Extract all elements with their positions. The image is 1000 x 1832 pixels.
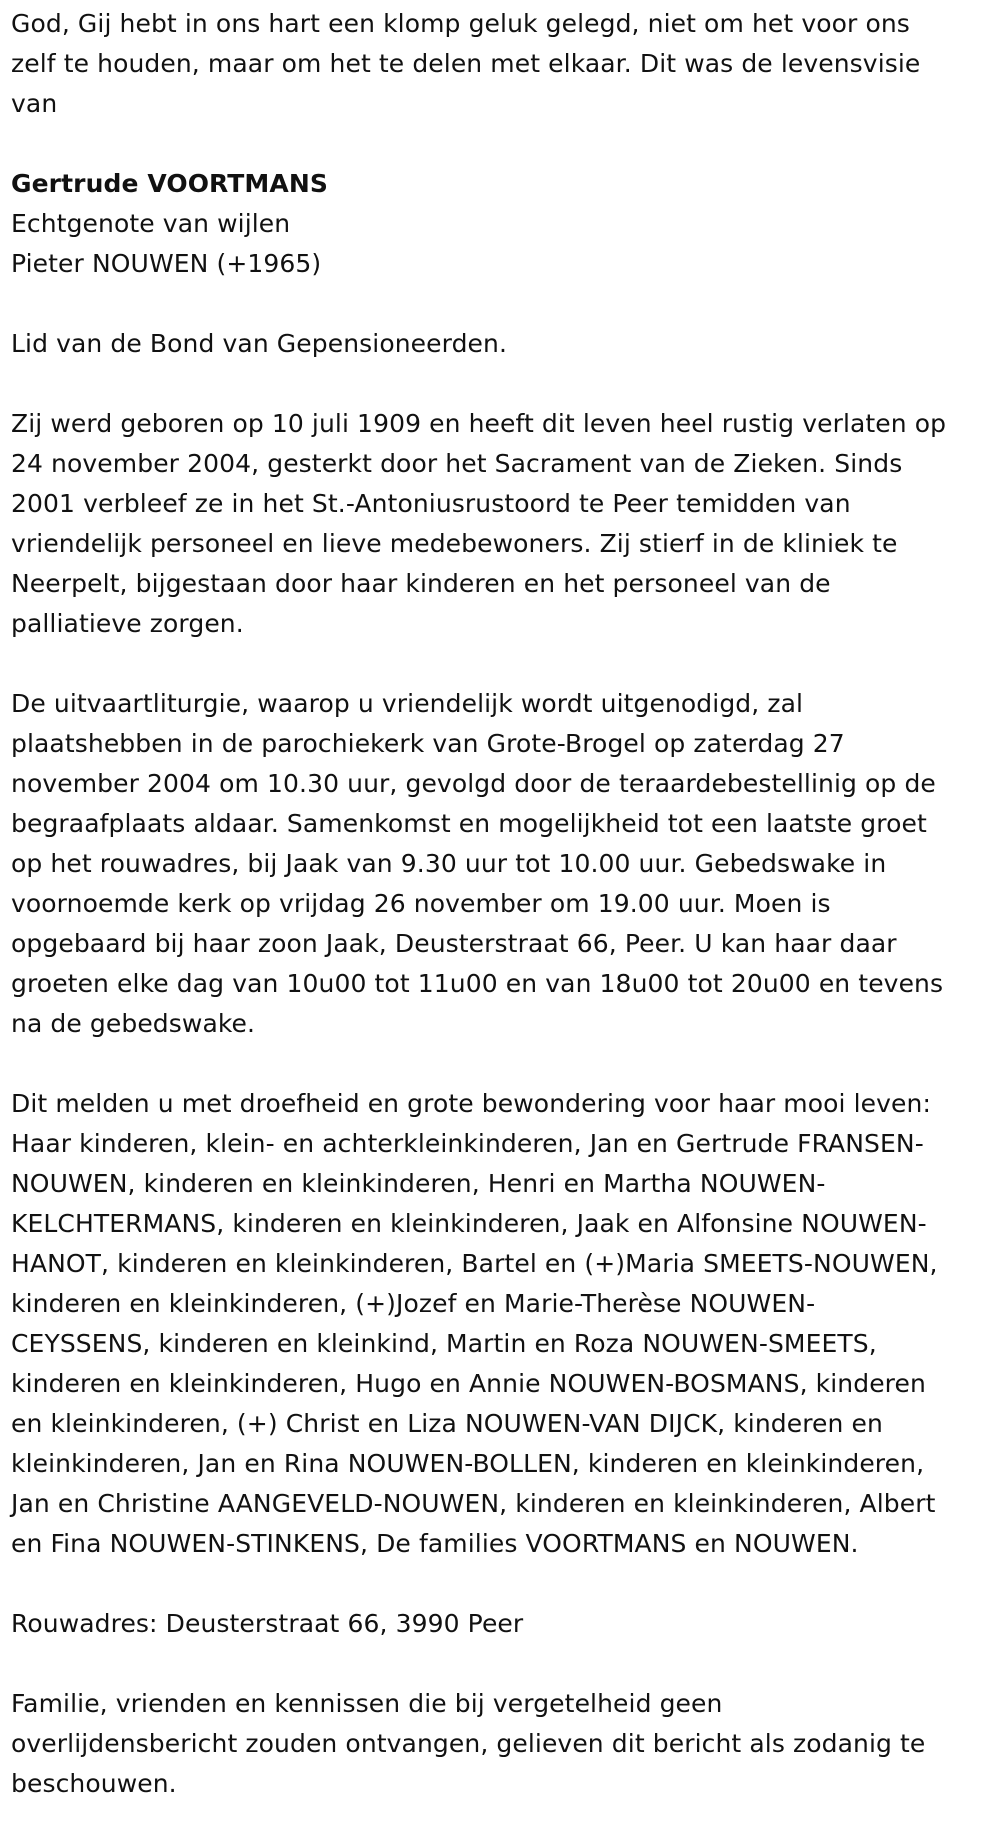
text-line: begraafplaats aldaar. Samenkomst en mogelijkheid tot een laatste groet — [11, 809, 927, 838]
biography-paragraph — [11, 404, 996, 644]
text-line: CEYSSENS, kinderen en kleinkind, Martin en Roza NOUWEN-SMEETS, — [11, 1329, 877, 1358]
spouse-label: Echtgenote van wijlen — [11, 209, 291, 238]
text-line: 2001 verbleef ze in het St.-Antoniusrustoord te Peer temidden van — [11, 489, 851, 518]
text-line: overlijdensbericht zouden ontvangen, gelieven dit bericht als zodanig te — [11, 1729, 926, 1758]
spouse-name: Pieter NOUWEN (+1965) — [11, 249, 322, 278]
text-line: en Fina NOUWEN-STINKENS, De families VOORTMANS en NOUWEN. — [11, 1529, 859, 1558]
text-line: Dit melden u met droefheid en grote bewondering voor haar mooi leven: — [11, 1089, 931, 1118]
text-line: palliatieve zorgen. — [11, 609, 244, 638]
text-line: november 2004 om 10.30 uur, gevolgd door de teraardebestellinig op de — [11, 769, 936, 798]
text-line: kleinkinderen, Jan en Rina NOUWEN-BOLLEN, kinderen en kleinkinderen, — [11, 1449, 925, 1478]
text-line: De uitvaartliturgie, waarop u vriendelijk wordt uitgenodigd, zal — [11, 689, 804, 718]
deceased-block — [11, 164, 996, 284]
text-line: zelf te houden, maar om het te delen met elkaar. Dit was de levensvisie — [11, 49, 921, 78]
text-line: Familie, vrienden en kennissen die bij vergetelheid geen — [11, 1689, 723, 1718]
text-line: kinderen en kleinkinderen, Hugo en Annie NOUWEN-BOSMANS, kinderen — [11, 1369, 926, 1398]
text-line: vriendelijk personeel en lieve medebewoners. Zij stierf in de kliniek te — [11, 529, 898, 558]
text-line: Jan en Christine AANGEVELD-NOUWEN, kinderen en kleinkinderen, Albert — [11, 1489, 936, 1518]
text-line: op het rouwadres, bij Jaak van 9.30 uur tot 10.00 uur. Gebedswake in — [11, 849, 887, 878]
text-line: God, Gij hebt in ons hart een klomp geluk gelegd, niet om het voor ons — [11, 9, 910, 38]
membership-text: Lid van de Bond van Gepensioneerden. — [11, 329, 508, 358]
text-line: kinderen en kleinkinderen, (+)Jozef en Marie-Therèse NOUWEN- — [11, 1289, 816, 1318]
text-line: voornoemde kerk op vrijdag 26 november om 19.00 uur. Moen is — [11, 889, 831, 918]
text-line: beschouwen. — [11, 1769, 177, 1798]
text-line: KELCHTERMANS, kinderen en kleinkinderen, Jaak en Alfonsine NOUWEN- — [11, 1209, 927, 1238]
text-line: Haar kinderen, klein- en achterkleinkinderen, Jan en Gertrude FRANSEN- — [11, 1129, 924, 1158]
text-line: 24 november 2004, gesterkt door het Sacrament van de Zieken. Sinds — [11, 449, 903, 478]
funeral-paragraph — [11, 684, 996, 1044]
text-line: na de gebedswake. — [11, 1009, 256, 1038]
text-line: Neerpelt, bijgestaan door haar kinderen en het personeel van de — [11, 569, 831, 598]
text-line: en kleinkinderen, (+) Christ en Liza NOUWEN-VAN DIJCK, kinderen en — [11, 1409, 883, 1438]
address-paragraph — [11, 1604, 996, 1644]
announcement-paragraph — [11, 1084, 996, 1564]
membership-paragraph — [11, 324, 996, 364]
text-line: opgebaard bij haar zoon Jaak, Deusterstraat 66, Peer. U kan haar daar — [11, 929, 897, 958]
text-line: NOUWEN, kinderen en kleinkinderen, Henri en Martha NOUWEN- — [11, 1169, 826, 1198]
text-line: HANOT, kinderen en kleinkinderen, Bartel en (+)Maria SMEETS-NOUWEN, — [11, 1249, 938, 1278]
intro-paragraph — [11, 0, 996, 124]
deceased-name: Gertrude VOORTMANS — [11, 169, 328, 198]
text-line: van — [11, 89, 58, 118]
text-line: groeten elke dag van 10u00 tot 11u00 en van 18u00 tot 20u00 en tevens — [11, 969, 944, 998]
text-line: plaatshebben in de parochiekerk van Grote-Brogel op zaterdag 27 — [11, 729, 845, 758]
closing-paragraph — [11, 1684, 996, 1804]
text-line: Zij werd geboren op 10 juli 1909 en heeft dit leven heel rustig verlaten op — [11, 409, 947, 438]
mourning-address: Rouwadres: Deusterstraat 66, 3990 Peer — [11, 1609, 524, 1638]
